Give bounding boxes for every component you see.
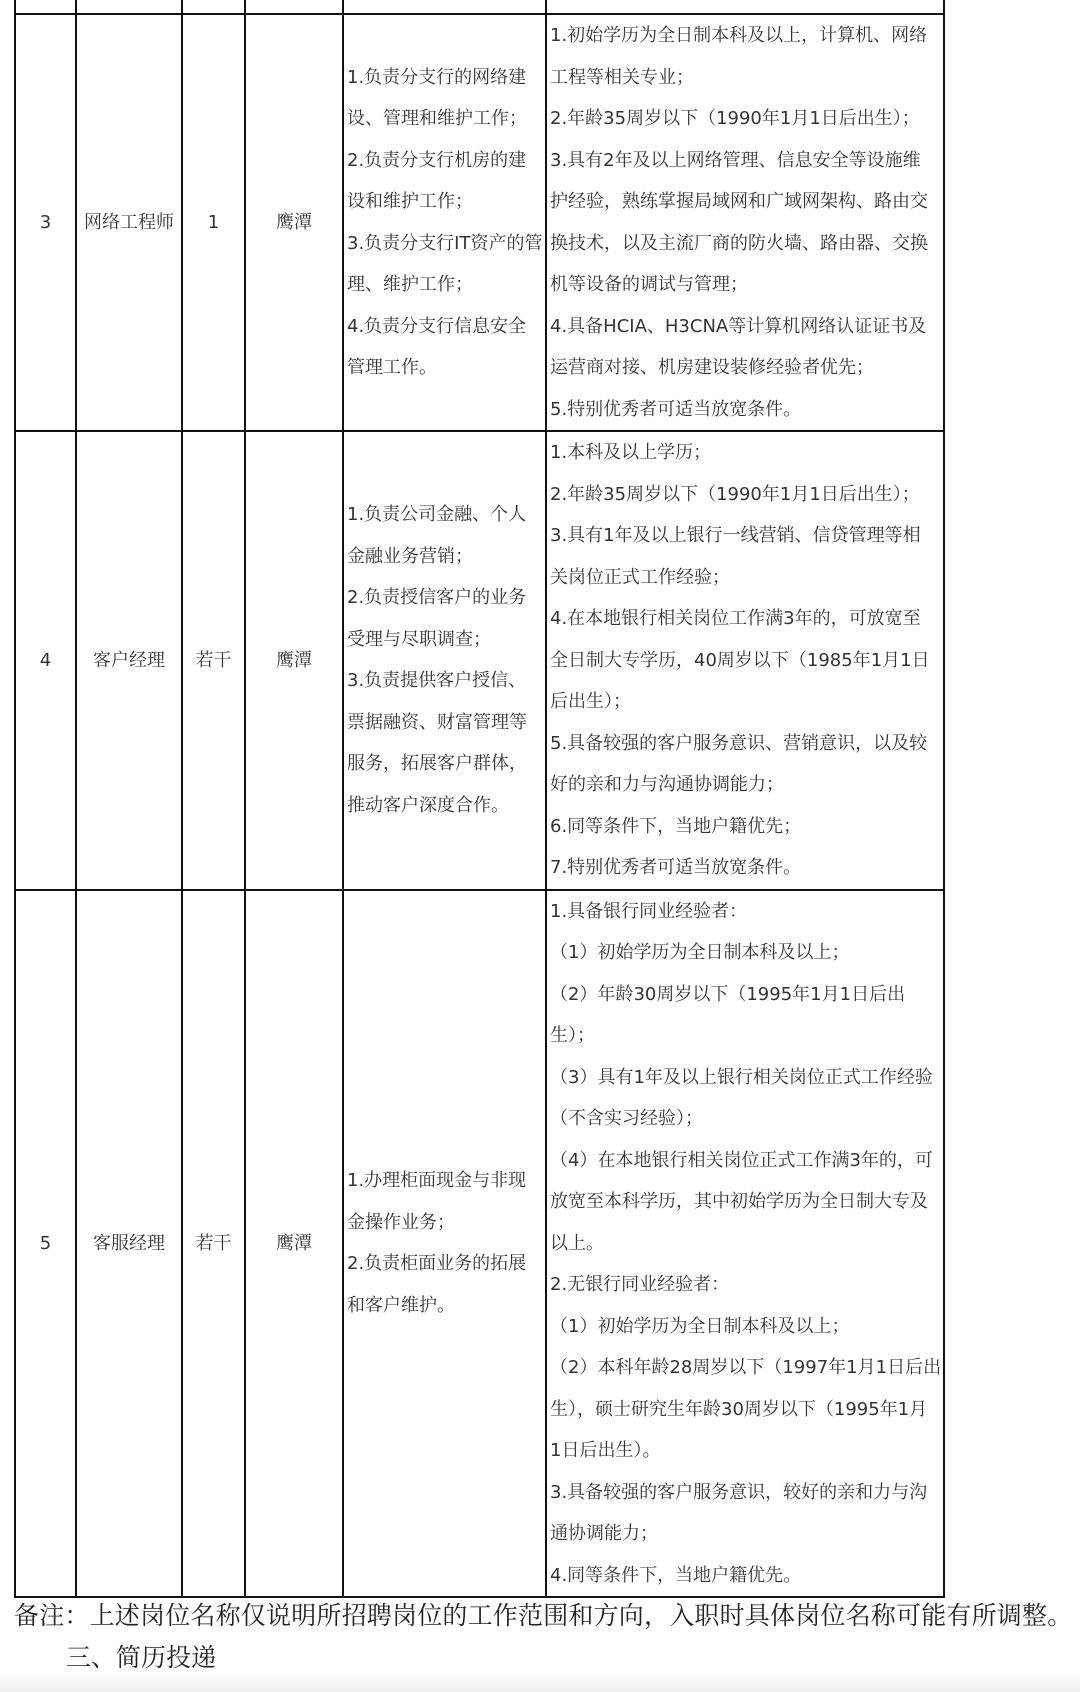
table-row-top-stub	[15, 0, 944, 14]
duty-line: 票据融资、财富管理等	[347, 711, 527, 733]
requirement-line: 运营商对接、机房建设装修经验者优先；	[550, 357, 874, 378]
requirement-line: 1日后出生）。	[550, 1440, 661, 1461]
row-number-cell: 3	[15, 14, 76, 431]
row-number-cell: 4	[15, 431, 76, 890]
duties-cell	[343, 14, 546, 431]
requirement-line: 7.特别优秀者可适当放宽条件。	[550, 857, 802, 878]
requirement-line: 后出生）；	[550, 691, 631, 712]
requirement-line: 2.年龄35周岁以下（1990年1月1日后出生）；	[550, 108, 920, 129]
stub-cell	[546, 0, 944, 14]
duty-line: 1.办理柜面现金与非现	[347, 1170, 527, 1192]
duty-line: 和客户维护。	[347, 1294, 455, 1316]
requirement-line: 生）；	[550, 1025, 595, 1046]
requirement-line: （4）在本地银行相关岗位正式工作满3年的，可	[550, 1149, 933, 1171]
requirement-line: 1.本科及以上学历；	[550, 442, 712, 463]
requirements-cell	[546, 14, 944, 431]
duty-line: 1.负责分支行的网络建	[347, 66, 527, 88]
requirement-line: 以上。	[550, 1232, 604, 1254]
requirement-line: 工程等相关专业；	[550, 66, 694, 88]
duty-line: 3.负责提供客户授信、	[347, 670, 527, 692]
stub-cell	[76, 0, 182, 14]
requirement-line: （2）年龄30周岁以下（1995年1月1日后出	[550, 983, 906, 1005]
duties-cell	[343, 431, 546, 890]
duty-line: 理、维护工作；	[347, 274, 473, 295]
requirements-cell	[546, 431, 944, 890]
table-note: 备注：上述岗位名称仅说明所招聘岗位的工作范围和方向，入职时具体岗位名称可能有所调整。	[14, 1601, 1073, 1630]
requirement-line: 机等设备的调试与管理；	[550, 274, 748, 295]
requirement-line: 3.具有1年及以上银行一线营销、信贷管理等相	[550, 525, 921, 546]
table-row	[15, 890, 944, 1598]
duty-line: 受理与尽职调查；	[347, 628, 491, 650]
requirement-line: 4.同等条件下，当地户籍优先。	[550, 1564, 802, 1586]
requirement-line: 好的亲和力与沟通协调能力；	[550, 774, 784, 795]
requirements-cell	[546, 890, 944, 1598]
duty-line: 金融业务营销；	[347, 545, 473, 567]
requirement-line: 6.同等条件下，当地户籍优先；	[550, 815, 802, 837]
headcount-cell: 1	[182, 14, 245, 431]
requirement-line: 2.年龄35周岁以下（1990年1月1日后出生）；	[550, 483, 920, 505]
duty-line: 管理工作。	[347, 357, 437, 378]
location-cell: 鹰潭	[245, 431, 343, 890]
requirement-line: 生），硕士研究生年龄30周岁以下（1995年1月	[550, 1398, 928, 1420]
job-title-cell: 网络工程师	[76, 14, 182, 431]
requirement-line: 5.具备较强的客户服务意识、营销意识，以及较	[550, 732, 928, 754]
requirement-line: 4.具备HCIA、H3CNA等计算机网络认证证书及	[550, 315, 927, 337]
job-title-cell: 客服经理	[76, 890, 182, 1598]
duty-line: 2.负责授信客户的业务	[347, 587, 527, 609]
duty-line: 推动客户深度合作。	[347, 794, 509, 816]
section-title: 三、简历投递	[66, 1643, 217, 1672]
duty-line: 1.负责公司金融、个人	[347, 504, 527, 526]
headcount-cell: 若干	[182, 431, 245, 890]
duties-cell	[343, 890, 546, 1598]
stub-cell	[15, 0, 76, 14]
requirement-line: 关岗位正式工作经验；	[550, 566, 730, 588]
requirement-line: 全日制大专学历，40周岁以下（1985年1月1日	[550, 649, 930, 671]
duty-line: 3.负责分支行IT资产的管	[347, 232, 543, 254]
requirement-line: （1）初始学历为全日制本科及以上；	[550, 942, 850, 963]
duty-line: 2.负责柜面业务的拓展	[347, 1253, 527, 1275]
bottom-fade	[0, 1672, 1080, 1692]
stub-cell	[245, 0, 343, 14]
requirement-line: 通协调能力；	[550, 1523, 658, 1544]
requirement-line: （不含实习经验）；	[550, 1108, 703, 1129]
requirement-line: 2.无银行同业经验者：	[550, 1274, 730, 1295]
duty-line: 2.负责分支行机房的建	[347, 149, 527, 171]
requirement-line: 护经验，熟练掌握局域网和广域网架构、路由交	[550, 191, 928, 212]
duty-line: 4.负责分支行信息安全	[347, 315, 527, 337]
duty-line: 服务，拓展客户群体，	[347, 753, 527, 775]
row-number-cell: 5	[15, 890, 76, 1598]
location-cell: 鹰潭	[245, 14, 343, 431]
requirement-line: （3）具有1年及以上银行相关岗位正式工作经验	[550, 1066, 933, 1088]
job-table	[14, 0, 945, 1598]
requirement-line: （1）初始学历为全日制本科及以上；	[550, 1315, 850, 1337]
requirement-line: 1.具备银行同业经验者：	[550, 900, 748, 922]
requirement-line: 3.具备较强的客户服务意识，较好的亲和力与沟	[550, 1481, 928, 1503]
table-row	[15, 14, 944, 431]
requirement-line: 3.具有2年及以上网络管理、信息安全等设施维	[550, 149, 921, 171]
job-table-body	[15, 0, 944, 1597]
requirement-line: 5.特别优秀者可适当放宽条件。	[550, 398, 802, 420]
location-cell: 鹰潭	[245, 890, 343, 1598]
requirement-line: 放宽至本科学历，其中初始学历为全日制大专及	[550, 1191, 928, 1212]
requirement-line: 1.初始学历为全日制本科及以上，计算机、网络	[550, 25, 928, 46]
requirement-line: 换技术，以及主流厂商的防火墙、路由器、交换	[550, 232, 928, 254]
stub-cell	[182, 0, 245, 14]
headcount-cell: 若干	[182, 890, 245, 1598]
duty-line: 金操作业务；	[347, 1211, 455, 1233]
duty-line: 设、管理和维护工作；	[347, 108, 527, 129]
duty-line: 设和维护工作；	[347, 191, 473, 212]
table-row	[15, 431, 944, 890]
job-title-cell: 客户经理	[76, 431, 182, 890]
requirement-line: 4.在本地银行相关岗位工作满3年的，可放宽至	[550, 608, 921, 629]
requirement-line: （2）本科年龄28周岁以下（1997年1月1日后出	[550, 1357, 941, 1378]
stub-cell	[343, 0, 546, 14]
